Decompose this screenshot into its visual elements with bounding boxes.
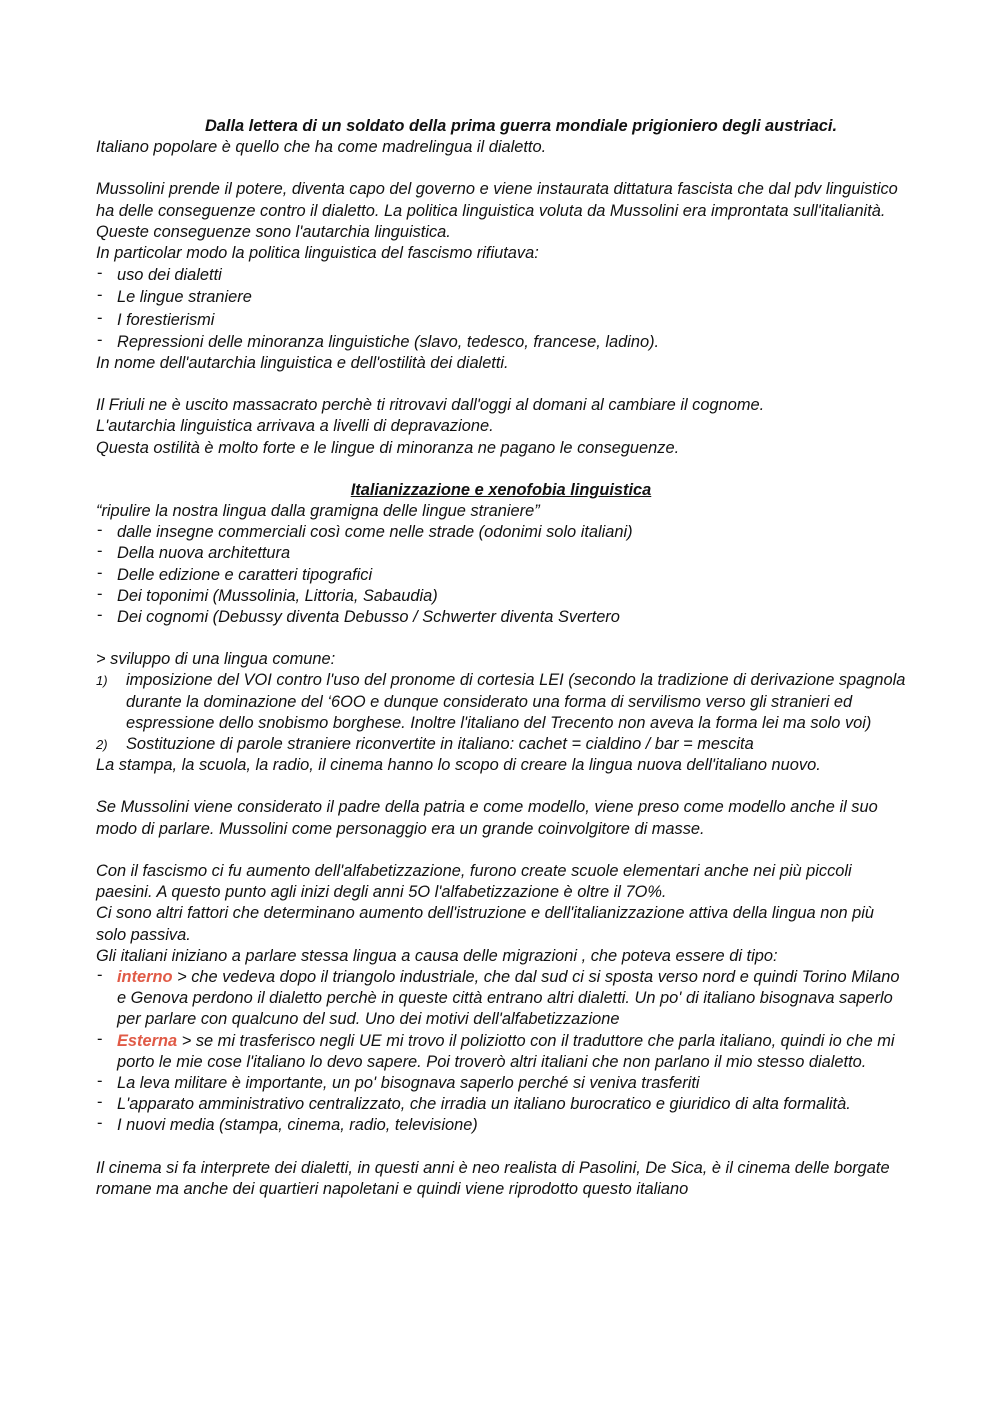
- paragraph: Italiano popolare è quello che ha come madrelingua il dialetto.: [96, 138, 547, 157]
- paragraph: Con il fascismo ci fu aumento dell'alfabetizzazione, furono create scuole elementari anche nei più piccoli paesini. A questo punto agli inizi degli anni 5O l'alfabetizzazione è oltre il 7O%.: [96, 861, 852, 902]
- list-item: - Dei cognomi (Debussy diventa Debusso / Schwerter diventa Svertero: [96, 607, 906, 628]
- paragraph: In nome dell'autarchia linguistica e dell'ostilità dei dialetti.: [96, 354, 509, 373]
- item-text: Sostituzione di parole straniere riconvertite in italiano: cachet = cialdino / bar = mescita: [126, 735, 754, 754]
- spacer: [96, 374, 906, 395]
- italianization-list: [96, 522, 906, 628]
- migration-list: [96, 967, 906, 1137]
- rejected-list: [96, 265, 906, 353]
- list-item: - Delle edizione e caratteri tipografici: [96, 565, 906, 586]
- accent-term: Esterna: [117, 1031, 178, 1050]
- numbered-item: [96, 734, 906, 755]
- paragraph: Ci sono altri fattori che determinano aumento dell'istruzione e dell'italianizzazione attiva della lingua non più solo passiva.: [96, 904, 874, 944]
- paragraph: La stampa, la scuola, la radio, il cinema hanno lo scopo di creare la lingua nuova dell'italiano nuovo.: [96, 756, 821, 775]
- spacer: [96, 776, 906, 797]
- item-number: 2): [96, 737, 108, 753]
- item-text: > se mi trasferisco negli UE mi trovo il poliziotto con il traduttore che parla italiano, quindi io che mi porto le mie cose l'italiano lo devo sapere. Poi troverò altri italiani che non parlano il mio stesso dialetto.: [117, 1031, 895, 1071]
- list-item: - Della nuova architettura: [96, 543, 906, 564]
- paragraph: Gli italiani iniziano a parlare stessa lingua a causa delle migrazioni , che poteva essere di tipo:: [96, 946, 778, 965]
- spacer: [96, 1137, 906, 1158]
- list-item: [96, 1031, 906, 1073]
- list-item: - La leva militare è importante, un po' bisognava saperlo perché si veniva trasferiti: [96, 1073, 906, 1094]
- document-title: Dalla lettera di un soldato della prima guerra mondiale prigioniero degli austriaci.: [204, 117, 838, 135]
- item-text: > che vedeva dopo il triangolo industriale, che dal sud ci si sposta verso nord e quindi Torino Milano e Genova perdono il dialetto perchè in queste città entrano altri dialetti. Un po' di italiano bisognava saperlo per parlare con qualcuno del sud. Uno dei motivi dell'alfabetizzazione: [117, 967, 900, 1029]
- paragraph: Il cinema si fa interprete dei dialetti, in questi anni è neo realista di Pasolini, De Sica, è il cinema delle borgate romane ma anche dei quartieri napoletani e quindi viene riprodotto questo italiano: [96, 1158, 890, 1198]
- paragraph: In particolar modo la politica linguistica del fascismo rifiutava:: [96, 244, 539, 263]
- paragraph: Questa ostilità è molto forte e le lingue di minoranza ne pagano le conseguenze.: [96, 438, 680, 457]
- paragraph: Il Friuli ne è uscito massacrato perchè ti ritrovavi dall'oggi al domani al cambiare il cognome.: [96, 396, 765, 415]
- list-item: [96, 967, 906, 1031]
- list-item: - dalle insegne commerciali così come nelle strade (odonimi solo italiani): [96, 522, 906, 543]
- list-item: - I nuovi media (stampa, cinema, radio, televisione): [96, 1115, 906, 1136]
- paragraph: L'autarchia linguistica arrivava a livelli di depravazione.: [96, 417, 494, 436]
- paragraph: Se Mussolini viene considerato il padre della patria e come modello, viene preso come modello anche il suo modo di parlare. Mussolini come personaggio era un grande coinvolgitore di masse.: [96, 798, 878, 838]
- list-item: - uso dei dialetti: [96, 265, 906, 286]
- spacer: [96, 840, 906, 861]
- section-heading: Italianizzazione e xenofobia linguistica: [350, 480, 652, 499]
- item-text: imposizione del VOI contro l'uso del pronome di cortesia LEI (secondo la tradizione di derivazione spagnola durante la dominazione del ‘6OO e dunque considerato una forma di servilismo verso gli stranieri ed espressione dello snobismo borghese. Inoltre l'italiano del Trecento non aveva la forma lei ma solo voi): [126, 671, 906, 732]
- list-item: - I forestierismi: [96, 310, 906, 331]
- numbered-item: [96, 670, 906, 734]
- spacer: [96, 158, 906, 179]
- list-item: - Repressioni delle minoranza linguistiche (slavo, tedesco, francese, ladino).: [96, 332, 906, 353]
- paragraph: > sviluppo di una lingua comune:: [96, 650, 336, 669]
- list-item: - L'apparato amministrativo centralizzato, che irradia un italiano burocratico e giuridico di alta formalità.: [96, 1094, 906, 1115]
- item-number: 1): [96, 673, 108, 689]
- list-item: - Le lingue straniere: [96, 287, 906, 308]
- spacer: [96, 628, 906, 649]
- accent-term: interno: [117, 967, 173, 986]
- numbered-list: [96, 670, 906, 755]
- paragraph: Mussolini prende il potere, diventa capo del governo e viene instaurata dittatura fascista che dal pdv linguistico ha delle conseguenze contro il dialetto. La politica linguistica voluta da Mussolini era improntata sull'italianità. Queste conseguenze sono l'autarchia linguistica.: [96, 180, 898, 241]
- quote: “ripulire la nostra lingua dalla gramigna delle lingue straniere”: [96, 502, 540, 521]
- list-item: - Dei toponimi (Mussolinia, Littoria, Sabaudia): [96, 586, 906, 607]
- spacer: [96, 459, 906, 480]
- document-page: [96, 116, 906, 1200]
